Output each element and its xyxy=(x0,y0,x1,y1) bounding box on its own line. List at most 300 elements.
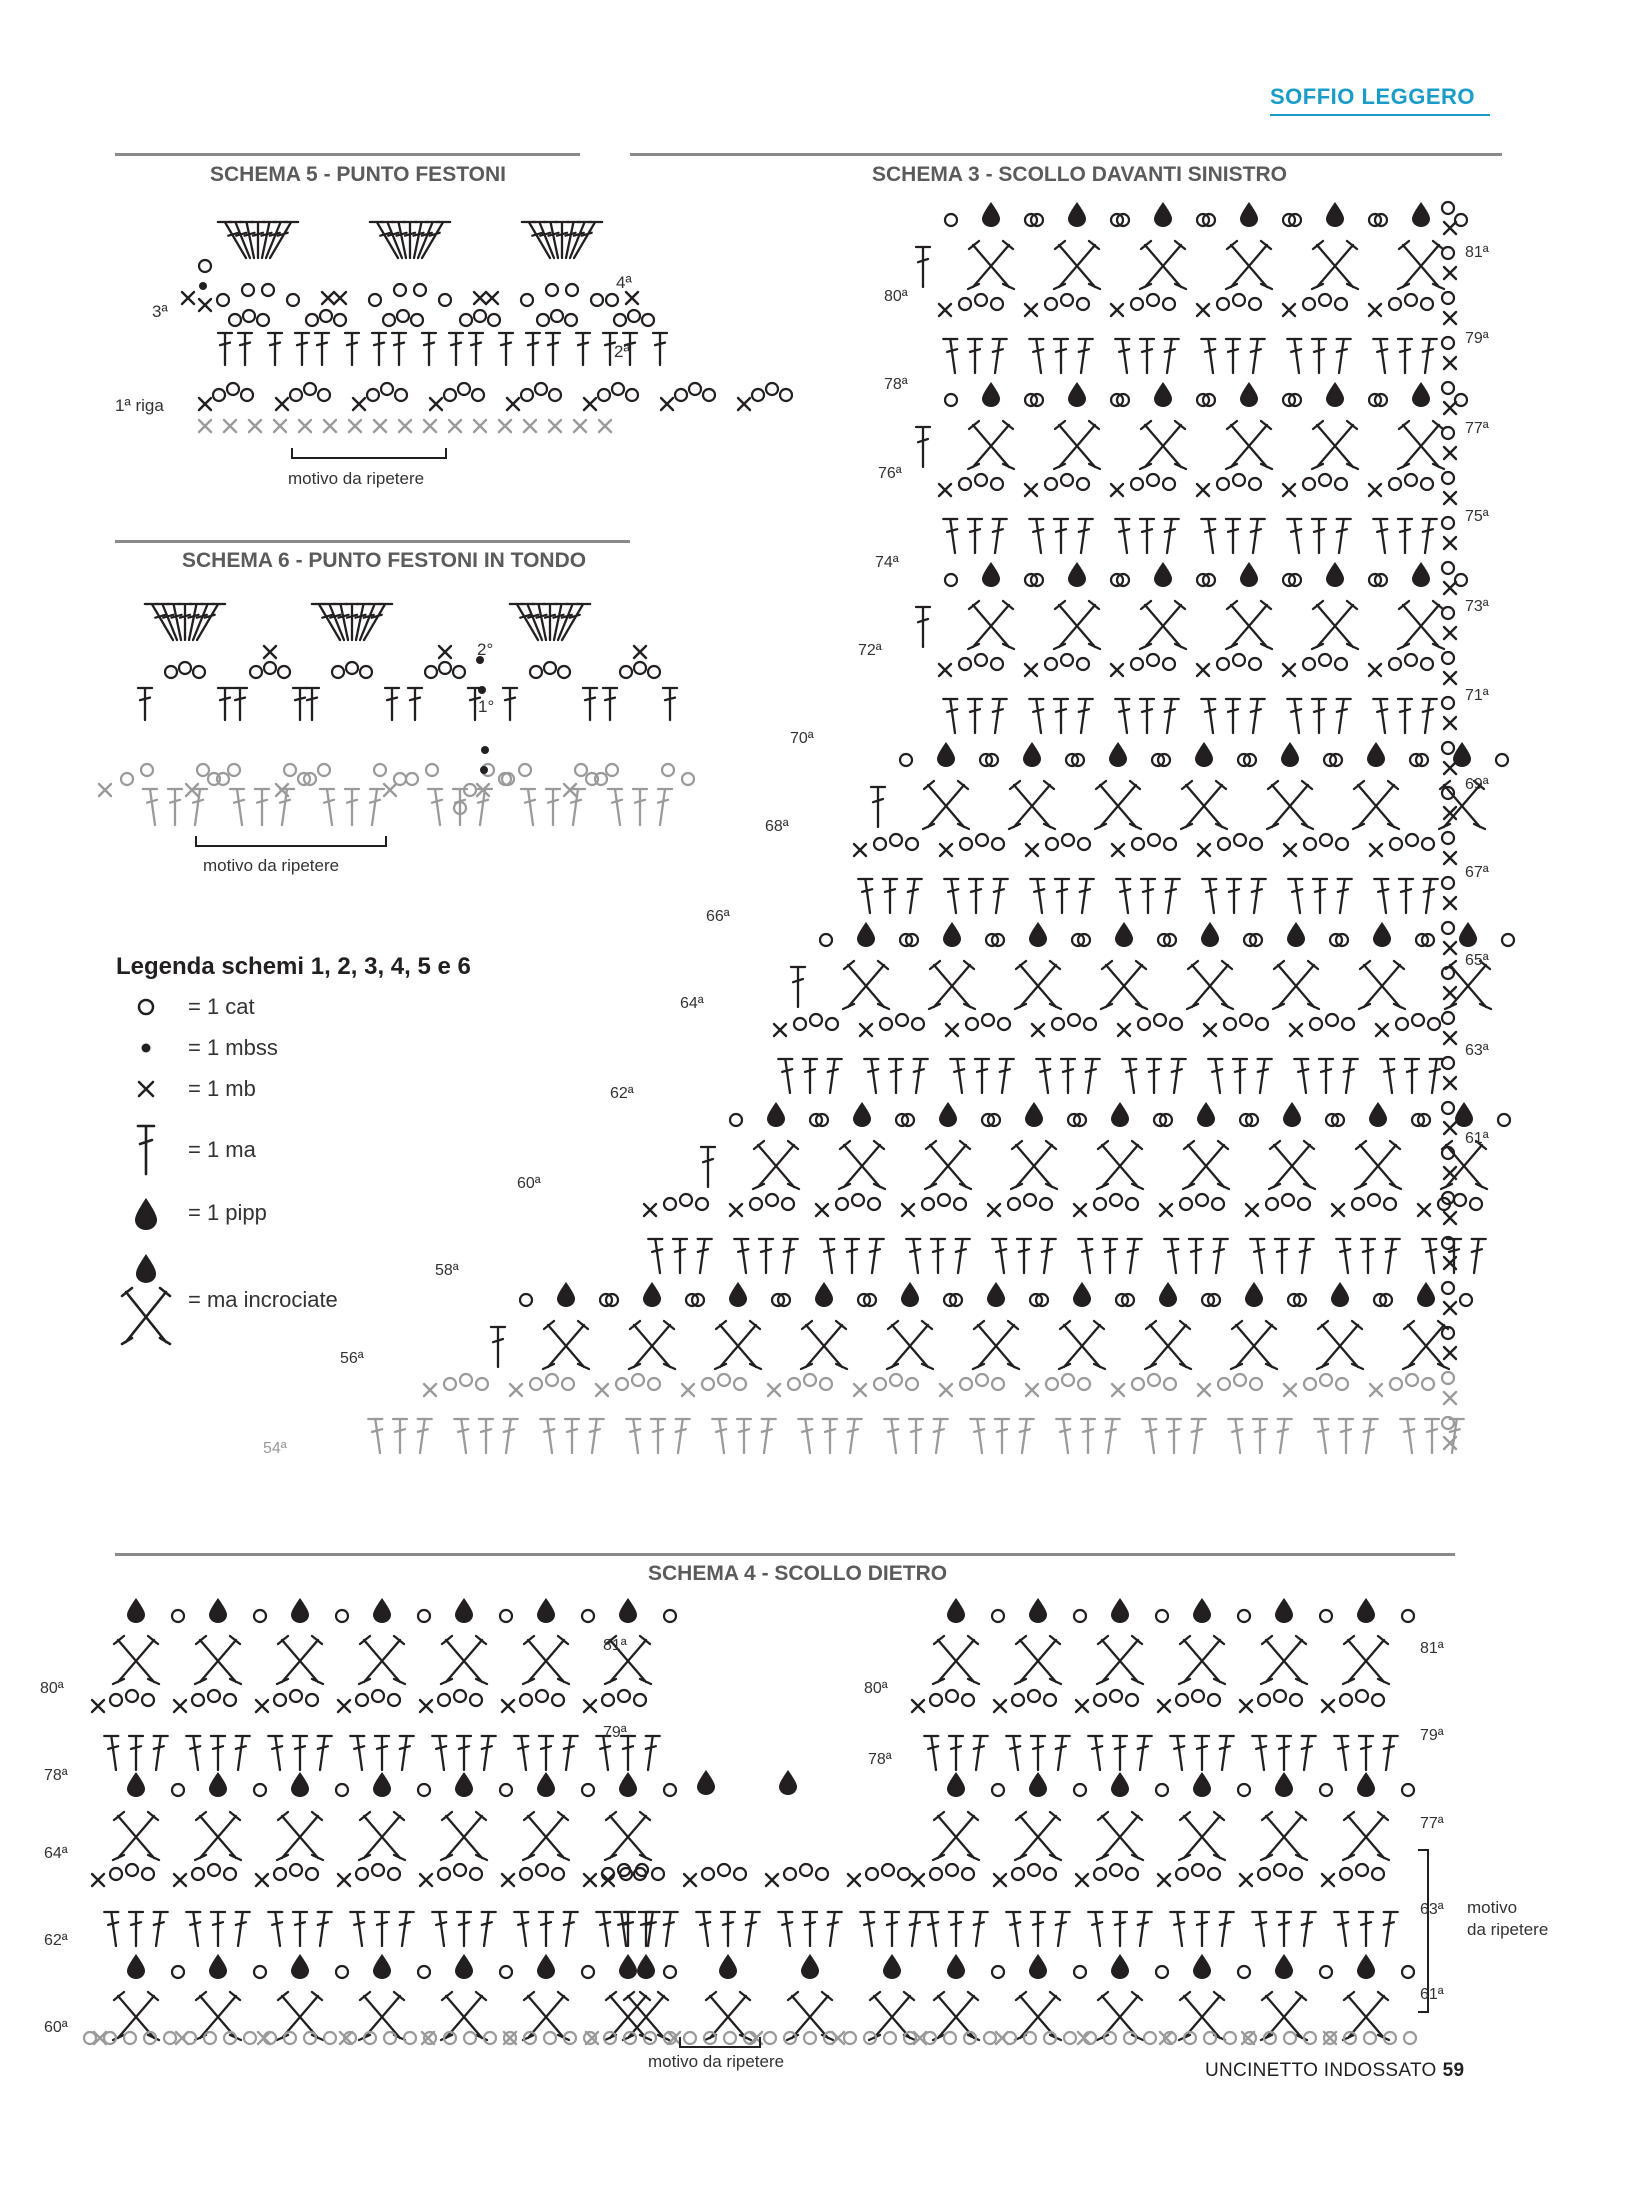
chain-stitch-mark xyxy=(1077,298,1089,310)
chain-stitch-mark xyxy=(521,294,533,306)
chain-stitch-mark xyxy=(1104,2032,1116,2044)
double-crochet-mark xyxy=(676,1419,690,1453)
chain-stitch-mark xyxy=(1163,658,1175,670)
chain-stitch-mark xyxy=(426,764,438,776)
chain-stitch-mark xyxy=(500,1610,512,1622)
chain-stitch-mark xyxy=(227,383,239,395)
single-crochet-mark xyxy=(322,292,334,304)
crossed-stitch-mark xyxy=(1054,601,1100,649)
chain-stitch-mark xyxy=(1164,1378,1176,1390)
double-crochet-mark xyxy=(1192,1419,1206,1453)
single-crochet-mark xyxy=(939,664,951,676)
picot-mark xyxy=(637,1954,655,1979)
picot-mark xyxy=(1025,1102,1043,1127)
legend-item-ma xyxy=(118,1120,256,1180)
crossed-stitch-mark xyxy=(1097,1636,1143,1684)
single-crochet-mark xyxy=(424,1384,436,1396)
double-crochet-mark xyxy=(143,789,157,825)
schema3-left-row-label: 60ª xyxy=(517,1175,541,1192)
chain-stitch-mark xyxy=(991,658,1003,670)
chain-stitch-mark xyxy=(438,1868,450,1880)
double-crochet-mark xyxy=(1056,1912,1070,1946)
chain-stitch-mark xyxy=(946,1690,958,1702)
double-crochet-mark xyxy=(268,1912,282,1946)
picot-mark xyxy=(1197,1102,1215,1127)
chain-stitch-mark xyxy=(602,1694,614,1706)
chain-stitch-mark xyxy=(500,1966,512,1978)
picot-mark xyxy=(537,1772,555,1797)
double-crochet-mark xyxy=(1374,879,1388,913)
double-crochet-mark xyxy=(734,1239,748,1273)
chain-stitch-mark xyxy=(664,1198,676,1210)
crossed-stitch-mark xyxy=(1187,961,1233,1009)
single-crochet-mark xyxy=(430,398,442,410)
single-crochet-mark xyxy=(1198,844,1210,856)
chain-stitch-mark xyxy=(1389,478,1401,490)
picot-mark xyxy=(1287,922,1305,947)
chain-stitch-mark xyxy=(766,383,778,395)
picot-mark xyxy=(1195,742,1213,767)
chain-stitch-mark xyxy=(1442,877,1454,889)
double-crochet-mark xyxy=(931,1239,945,1273)
chain-stitch-mark xyxy=(1126,1198,1138,1210)
chain-stitch-mark xyxy=(900,754,912,766)
chain-stitch-mark xyxy=(418,1610,430,1622)
crossed-stitch-mark xyxy=(441,1812,487,1860)
chain-stitch-mark xyxy=(454,1690,466,1702)
crossed-stitch-mark xyxy=(1343,1636,1389,1684)
double-crochet-mark xyxy=(1398,519,1412,553)
double-crochet-mark xyxy=(803,1912,817,1946)
single-crochet-mark xyxy=(399,420,411,432)
chain-stitch-mark xyxy=(1078,838,1090,850)
picot-mark xyxy=(619,1954,637,1979)
double-crochet-mark xyxy=(784,1239,798,1273)
double-crochet-mark xyxy=(1055,879,1069,913)
crossed-stitch-mark xyxy=(1015,1636,1061,1684)
picot-mark xyxy=(1417,1282,1435,1307)
chain-stitch-mark xyxy=(1258,1694,1270,1706)
single-crochet-mark xyxy=(1444,672,1456,684)
picot-mark xyxy=(883,1954,901,1979)
chain-stitch-mark xyxy=(750,1198,762,1210)
picot-mark xyxy=(643,1282,661,1307)
chain-stitch-mark xyxy=(606,294,618,306)
picot-mark xyxy=(1275,1598,1293,1623)
single-crochet-mark xyxy=(1444,1212,1456,1224)
legend-item-crossed xyxy=(118,1252,338,1348)
picot-mark xyxy=(291,1954,309,1979)
double-crochet-mark xyxy=(1079,339,1093,373)
double-crochet-mark xyxy=(871,787,885,827)
chain-stitch-mark xyxy=(243,310,255,322)
chain-stitch-mark xyxy=(360,666,372,678)
double-crochet-mark xyxy=(211,1736,225,1770)
chain-stitch-mark xyxy=(734,1868,746,1880)
crossed-stitch-mark xyxy=(1145,1321,1191,1369)
single-crochet-mark xyxy=(258,2032,270,2044)
single-crochet-mark xyxy=(994,1874,1006,1886)
chain-stitch-mark xyxy=(662,764,674,776)
picot-mark xyxy=(1111,1954,1129,1979)
picot-mark xyxy=(291,1598,309,1623)
single-crochet-mark xyxy=(499,420,511,432)
chain-stitch-mark xyxy=(474,310,486,322)
chain-stitch-mark xyxy=(1147,474,1159,486)
crossed-stitch-mark xyxy=(1181,781,1227,829)
single-crochet-mark xyxy=(1112,1384,1124,1396)
double-crochet-mark xyxy=(564,1912,578,1946)
picot-mark xyxy=(1240,562,1258,587)
chain-stitch-mark xyxy=(634,662,646,674)
double-crochet-mark xyxy=(539,1736,553,1770)
double-crochet-mark xyxy=(798,1419,812,1453)
double-crochet-mark xyxy=(1115,699,1129,733)
chain-stitch-mark xyxy=(1132,1378,1144,1390)
crossed-stitch-mark xyxy=(923,781,969,829)
repeat-bracket xyxy=(196,836,386,846)
single-crochet-mark xyxy=(256,1700,268,1712)
chain-stitch-mark xyxy=(1442,832,1454,844)
crossed-stitch-mark xyxy=(277,1992,323,2040)
chain-stitch-mark xyxy=(1336,1378,1348,1390)
double-crochet-mark xyxy=(1302,1912,1316,1946)
single-crochet-mark xyxy=(1283,664,1295,676)
single-crochet-mark xyxy=(1369,304,1381,316)
single-crochet-mark xyxy=(766,1874,778,1886)
double-crochet-mark xyxy=(924,1912,938,1946)
schema3-left-row-label: 66ª xyxy=(706,908,730,925)
chain-stitch-mark xyxy=(332,666,344,678)
picot-mark xyxy=(1154,382,1172,407)
chain-stitch-mark xyxy=(444,389,456,401)
single-crochet-mark xyxy=(199,299,211,311)
double-crochet-mark xyxy=(1337,699,1351,733)
double-crochet-mark xyxy=(1088,1736,1102,1770)
schema3-left-row-label: 74ª xyxy=(875,554,899,571)
chain-stitch-mark xyxy=(1442,247,1454,259)
chain-stitch-mark xyxy=(1442,1372,1454,1384)
schema4-inner-left-row-label: 78ª xyxy=(868,1751,892,1768)
picot-mark xyxy=(1367,742,1385,767)
single-crochet-mark xyxy=(510,1384,522,1396)
single-crochet-mark xyxy=(994,1700,1006,1712)
double-crochet-mark xyxy=(1334,1912,1348,1946)
chain-stitch-mark xyxy=(1421,298,1433,310)
schema4-title: SCHEMA 4 - SCOLLO DIETRO xyxy=(648,1562,948,1585)
chain-stitch-mark xyxy=(1282,1194,1294,1206)
chain-stitch-mark xyxy=(197,764,209,776)
double-crochet-mark xyxy=(1020,1419,1034,1453)
chain-stitch-mark xyxy=(1052,1018,1064,1030)
schema3-right-row-label: 63ª xyxy=(1465,1042,1489,1059)
picot-mark xyxy=(947,1598,965,1623)
single-crochet-mark xyxy=(1444,402,1456,414)
single-crochet-mark xyxy=(1240,1874,1252,1886)
chain-stitch-mark xyxy=(418,1966,430,1978)
single-crochet-mark xyxy=(349,420,361,432)
chain-stitch-mark xyxy=(264,662,276,674)
double-crochet-mark xyxy=(828,1912,842,1946)
picot-mark xyxy=(719,1954,737,1979)
chain-stitch-mark xyxy=(476,1378,488,1390)
chain-stitch-mark xyxy=(734,1378,746,1390)
chain-stitch-mark xyxy=(1126,1868,1138,1880)
chain-stitch-mark xyxy=(852,1194,864,1206)
chain-stitch-mark xyxy=(388,1694,400,1706)
single-crochet-mark xyxy=(940,1384,952,1396)
double-crochet-mark xyxy=(1122,1059,1136,1093)
single-crochet-mark xyxy=(1444,1077,1456,1089)
chain-stitch-mark xyxy=(816,1868,828,1880)
double-crochet-mark xyxy=(1141,879,1155,913)
chain-stitch-mark xyxy=(228,764,240,776)
chain-stitch-mark xyxy=(318,764,330,776)
double-crochet-mark xyxy=(1172,1059,1186,1093)
single-crochet-mark xyxy=(939,484,951,496)
crossed-stitch-mark xyxy=(933,1636,979,1684)
double-crochet-mark xyxy=(778,1059,792,1093)
chain-stitch-mark xyxy=(1454,1194,1466,1206)
picot-mark xyxy=(127,1954,145,1979)
single-crochet-mark xyxy=(912,1874,924,1886)
chain-stitch-mark xyxy=(664,1784,676,1796)
crossed-stitch-mark xyxy=(195,1636,241,1684)
double-crochet-mark xyxy=(614,1912,628,1946)
chain-stitch-mark xyxy=(718,1864,730,1876)
single-crochet-mark xyxy=(1198,1384,1210,1396)
double-crochet-mark xyxy=(1054,339,1068,373)
chain-stitch-mark xyxy=(954,1198,966,1210)
double-crochet-mark xyxy=(514,1912,528,1946)
double-crochet-mark xyxy=(1202,879,1216,913)
double-crochet-mark xyxy=(564,1736,578,1770)
chain-stitch-mark xyxy=(959,298,971,310)
chain-stitch-mark xyxy=(460,1374,472,1386)
chain-stitch-mark xyxy=(287,294,299,306)
double-crochet-mark xyxy=(432,1912,446,1946)
crossed-stitch-mark xyxy=(1273,961,1319,1009)
double-crochet-mark xyxy=(1170,1736,1184,1770)
footer-page-number: 59 xyxy=(1442,2060,1465,2081)
double-crochet-mark xyxy=(845,1239,859,1273)
double-crochet-mark xyxy=(1220,1912,1234,1946)
single-crochet-mark xyxy=(1444,762,1456,774)
chain-stitch-mark xyxy=(1064,2032,1076,2044)
single-crochet-mark xyxy=(504,2032,516,2044)
chain-stitch-mark xyxy=(976,1374,988,1386)
picot-mark xyxy=(767,1102,785,1127)
double-crochet-mark xyxy=(1252,1912,1266,1946)
double-crochet-mark xyxy=(906,1239,920,1273)
chain-stitch-mark xyxy=(780,389,792,401)
double-crochet-mark xyxy=(482,1736,496,1770)
chain-stitch-mark xyxy=(1170,1018,1182,1030)
chain-stitch-mark xyxy=(124,2032,136,2044)
chain-stitch-mark xyxy=(1320,1374,1332,1386)
double-crochet-mark xyxy=(236,1736,250,1770)
single-crochet-mark xyxy=(1078,2032,1090,2044)
chain-stitch-mark xyxy=(1250,1378,1262,1390)
double-crochet-mark xyxy=(393,1419,407,1453)
single-crochet-mark xyxy=(996,2032,1008,2044)
picot-mark xyxy=(619,1598,637,1623)
double-crochet-mark xyxy=(546,789,560,825)
single-crochet-mark xyxy=(474,420,486,432)
chain-stitch-mark xyxy=(520,1868,532,1880)
chain-stitch-mark xyxy=(126,1864,138,1876)
double-crochet-mark xyxy=(968,699,982,733)
crossed-stitch-mark xyxy=(929,961,975,1009)
double-crochet-mark xyxy=(994,879,1008,913)
crossed-stitch-mark xyxy=(523,1812,569,1860)
crossed-stitch-mark xyxy=(1398,601,1444,649)
chain-stitch-mark xyxy=(1240,1014,1252,1026)
double-crochet-mark xyxy=(1165,699,1179,733)
chain-stitch-mark xyxy=(960,1378,972,1390)
double-crochet-mark xyxy=(1138,1912,1152,1946)
chain-stitch-mark xyxy=(602,1868,614,1880)
chain-stitch-mark xyxy=(521,389,533,401)
double-crochet-mark xyxy=(993,699,1007,733)
double-crochet-mark xyxy=(1106,1419,1120,1453)
chain-stitch-mark xyxy=(1310,1018,1322,1030)
double-crochet-mark xyxy=(385,688,399,720)
chain-stitch-mark xyxy=(397,310,409,322)
double-crochet-mark xyxy=(1384,1912,1398,1946)
chain-stitch-mark xyxy=(1234,834,1246,846)
single-crochet-mark xyxy=(584,1874,596,1886)
chain-stitch-mark xyxy=(598,389,610,401)
double-crochet-mark xyxy=(1425,1419,1439,1453)
chain-stitch-mark xyxy=(582,1784,594,1796)
chain-stitch-mark xyxy=(458,383,470,395)
single-crochet-mark xyxy=(1324,2032,1336,2044)
picot-mark xyxy=(1326,202,1344,227)
double-crochet-mark xyxy=(469,333,483,365)
schema3-left-row-label: 76ª xyxy=(878,465,902,482)
schema3-left-row-label: 62ª xyxy=(610,1085,634,1102)
picot-mark xyxy=(1326,562,1344,587)
chain-stitch-mark xyxy=(804,2032,816,2044)
picot-mark xyxy=(779,1770,797,1795)
chain-stitch-mark xyxy=(1176,1868,1188,1880)
chain-stitch-mark xyxy=(1131,658,1143,670)
picot-mark xyxy=(1073,1282,1091,1307)
chain-stitch-mark xyxy=(1148,1374,1160,1386)
double-crochet-mark xyxy=(995,1419,1009,1453)
chain-stitch-mark xyxy=(558,666,570,678)
chain-stitch-mark xyxy=(213,389,225,401)
crossed-stitch-mark xyxy=(1441,1141,1487,1189)
schema4-right-row-label: 61ª xyxy=(1420,1986,1444,2003)
chain-stitch-mark xyxy=(454,1864,466,1876)
double-crochet-mark xyxy=(499,333,513,365)
chain-stitch-mark xyxy=(1442,1282,1454,1294)
chain-stitch-mark xyxy=(696,1198,708,1210)
single-crochet-mark xyxy=(449,420,461,432)
crossed-stitch-mark xyxy=(1353,781,1399,829)
chain-stitch-mark xyxy=(254,1784,266,1796)
chain-stitch-mark xyxy=(262,284,274,296)
chain-stitch-mark xyxy=(1074,1966,1086,1978)
chain-stitch-mark xyxy=(544,2032,556,2044)
double-crochet-mark xyxy=(1056,1736,1070,1770)
single-crochet-mark xyxy=(1197,484,1209,496)
double-crochet-mark xyxy=(696,1912,710,1946)
schema4-left-row-label: 64ª xyxy=(44,1845,68,1862)
chain-stitch-mark xyxy=(680,1194,692,1206)
double-crochet-mark xyxy=(975,1059,989,1093)
double-crochet-mark xyxy=(1364,1419,1378,1453)
double-crochet-mark xyxy=(521,789,535,825)
double-crochet-mark xyxy=(1277,1912,1291,1946)
crossed-stitch-mark xyxy=(801,1321,847,1369)
crossed-stitch-mark xyxy=(605,1812,651,1860)
chain-stitch-mark xyxy=(882,1864,894,1876)
crossed-stitch-mark xyxy=(1059,1321,1105,1369)
chain-stitch-mark xyxy=(820,1378,832,1390)
crossed-stitch-mark xyxy=(1312,421,1358,469)
chain-stitch-mark xyxy=(1074,1784,1086,1796)
double-crochet-mark xyxy=(721,1912,735,1946)
single-crochet-mark xyxy=(682,1384,694,1396)
chain-stitch-mark xyxy=(356,1694,368,1706)
single-crochet-mark xyxy=(276,398,288,410)
double-crochet-mark xyxy=(1278,1419,1292,1453)
schema3-right-row-label: 69ª xyxy=(1465,776,1489,793)
single-crochet-mark xyxy=(1444,312,1456,324)
chain-stitch-mark xyxy=(1372,1694,1384,1706)
double-crochet-mark xyxy=(370,789,384,825)
chain-stitch-mark xyxy=(290,389,302,401)
double-crochet-mark xyxy=(1380,1059,1394,1093)
chain-stitch-mark xyxy=(788,1378,800,1390)
slip-stitch-mark xyxy=(199,282,207,290)
chain-stitch-mark xyxy=(1156,1784,1168,1796)
picot-mark xyxy=(1115,922,1133,947)
legend-text-crossed: = ma incrociate xyxy=(188,1287,338,1312)
chain-stitch-mark xyxy=(804,1374,816,1386)
chain-stitch-mark xyxy=(172,1966,184,1978)
picot-mark xyxy=(1455,1102,1473,1127)
chain-stitch-mark xyxy=(1256,1018,1268,1030)
single-crochet-mark xyxy=(602,1874,614,1886)
single-crochet-mark xyxy=(1025,484,1037,496)
crossed-stitch-mark xyxy=(1398,421,1444,469)
picot-mark xyxy=(537,1598,555,1623)
chain-stitch-mark xyxy=(944,2032,956,2044)
double-crochet-mark xyxy=(318,1736,332,1770)
double-crochet-mark xyxy=(1373,339,1387,373)
legend-text-ma: = 1 ma xyxy=(188,1137,256,1162)
crossed-stitches-icon xyxy=(118,1252,174,1348)
chain-stitch-mark xyxy=(372,1690,384,1702)
chain-stitch-mark xyxy=(1502,934,1514,946)
single-crochet-mark xyxy=(644,1204,656,1216)
double-crochet-mark xyxy=(823,1419,837,1453)
picot-mark xyxy=(291,1772,309,1797)
chain-stitch-mark xyxy=(800,1864,812,1876)
chain-stitch-mark xyxy=(784,1868,796,1880)
chain-stitch-mark xyxy=(1442,1057,1454,1069)
double-crochet-mark xyxy=(974,1736,988,1770)
double-crochet-mark xyxy=(828,1059,842,1093)
schema6-title: SCHEMA 6 - PUNTO FESTONI IN TONDO xyxy=(182,549,587,572)
double-crochet-mark xyxy=(698,1239,712,1273)
double-crochet-mark xyxy=(1079,699,1093,733)
single-crochet-mark xyxy=(1444,717,1456,729)
